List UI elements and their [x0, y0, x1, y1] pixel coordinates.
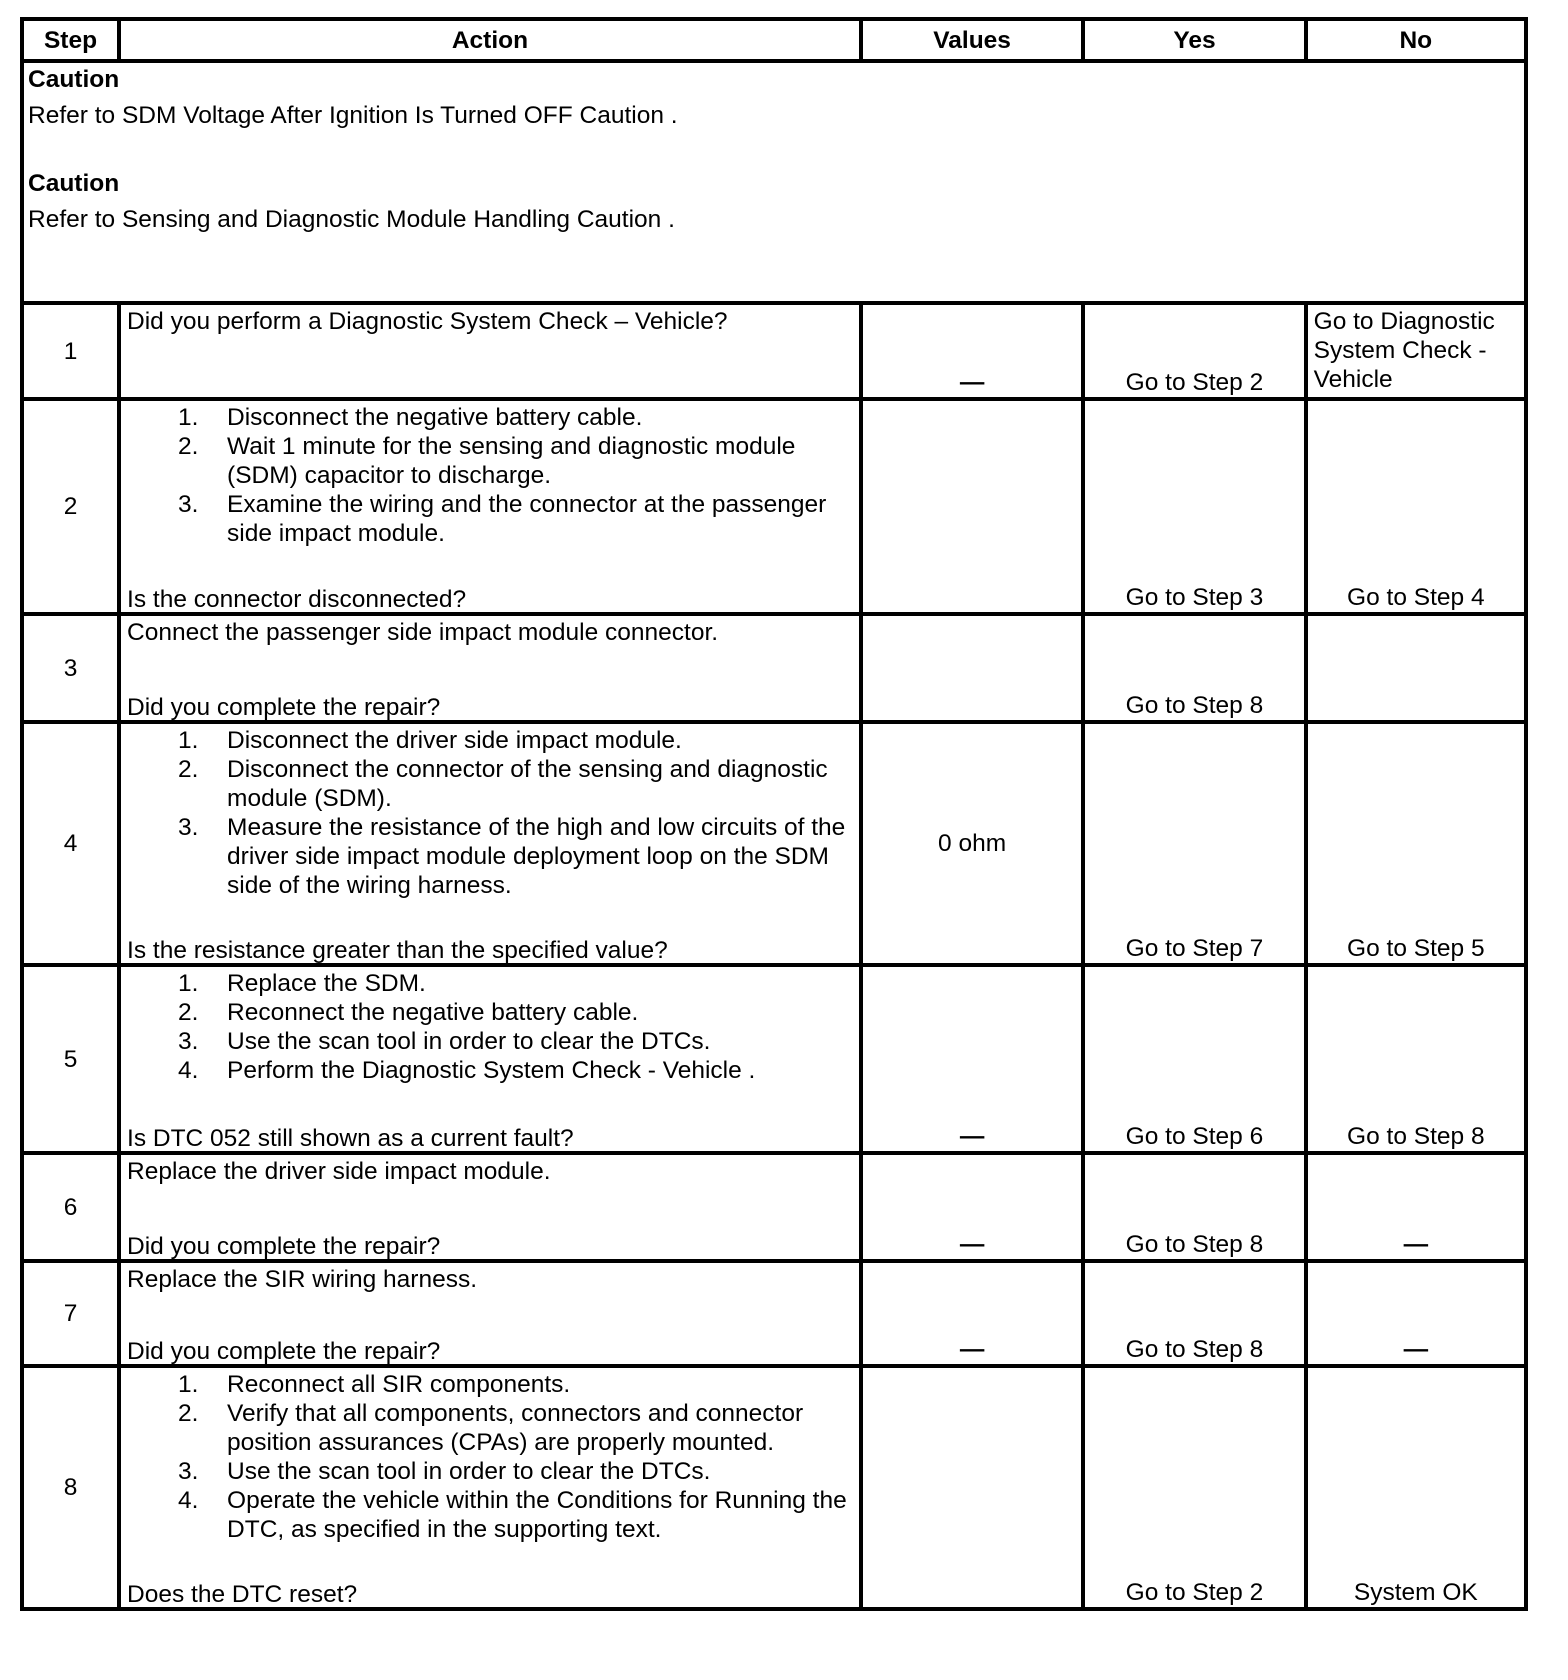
- value-cell: —: [861, 303, 1083, 399]
- list-item-text: Replace the SDM.: [227, 970, 426, 997]
- list-item-number: 2.: [178, 999, 199, 1026]
- no-cell: Go to Step 4: [1306, 399, 1526, 614]
- yes-cell: Go to Step 8: [1083, 614, 1305, 722]
- list-item: [127, 1056, 853, 1085]
- action-text: Replace the SIR wiring harness.: [127, 1266, 478, 1293]
- list-item-text: Disconnect the driver side impact module.: [227, 727, 682, 754]
- yes-cell: Go to Step 7: [1083, 722, 1305, 965]
- step-number: 2: [22, 399, 119, 614]
- caution-text: Refer to SDM Voltage After Ignition Is Turned OFF Caution .: [28, 102, 678, 129]
- list-item-text: Wait 1 minute for the sensing and diagnostic module (SDM) capacitor to discharge.: [227, 433, 796, 489]
- list-item-text: Disconnect the connector of the sensing and diagnostic module (SDM).: [227, 756, 828, 812]
- no-cell: —: [1306, 1153, 1526, 1261]
- list-item-number: 2.: [178, 756, 199, 783]
- header-action: Action: [119, 19, 861, 61]
- yes-cell: Go to Step 8: [1083, 1153, 1305, 1261]
- diagnostic-table: [20, 17, 1528, 1611]
- question-text: Is the resistance greater than the specified value?: [127, 937, 668, 964]
- list-item-number: 4.: [178, 1057, 199, 1084]
- header-yes: Yes: [1083, 19, 1305, 61]
- table-row: [22, 303, 1526, 399]
- question-text: Is the connector disconnected?: [127, 586, 467, 613]
- list-item: [127, 755, 853, 813]
- list-item-number: 3.: [178, 814, 199, 841]
- action-cell: [119, 1261, 861, 1366]
- step-number: 4: [22, 722, 119, 965]
- value-cell: [861, 1366, 1083, 1609]
- procedure-list: [127, 726, 853, 900]
- action-cell: [119, 1153, 861, 1261]
- list-item-text: Perform the Diagnostic System Check - Vehicle .: [227, 1057, 756, 1084]
- header-values: Values: [861, 19, 1083, 61]
- question-text: Did you complete the repair?: [127, 1233, 441, 1260]
- list-item: [127, 1370, 853, 1399]
- value-cell: 0 ohm: [861, 722, 1083, 965]
- list-item-number: 2.: [178, 433, 199, 460]
- list-item: [127, 1027, 853, 1056]
- list-item: [127, 998, 853, 1027]
- action-cell: [119, 614, 861, 722]
- caution-title: Caution: [28, 66, 120, 93]
- yes-cell: Go to Step 2: [1083, 303, 1305, 399]
- list-item-number: 3.: [178, 1458, 199, 1485]
- no-cell: Go to Step 5: [1306, 722, 1526, 965]
- list-item-number: 3.: [178, 1028, 199, 1055]
- header-row: [22, 19, 1526, 61]
- header-step: Step: [22, 19, 119, 61]
- list-item-number: 2.: [178, 1400, 199, 1427]
- procedure-list: [127, 1370, 853, 1544]
- list-item: [127, 969, 853, 998]
- yes-cell: Go to Step 2: [1083, 1366, 1305, 1609]
- table-row: [22, 399, 1526, 614]
- step-number: 3: [22, 614, 119, 722]
- header-no: No: [1306, 19, 1526, 61]
- list-item: [127, 1486, 853, 1544]
- list-item-text: Examine the wiring and the connector at the passenger side impact module.: [227, 491, 827, 547]
- no-cell: [1306, 614, 1526, 722]
- value-cell: [861, 614, 1083, 722]
- list-item-text: Verify that all components, connectors and connector position assurances (CPAs) are properly mounted.: [227, 1400, 804, 1456]
- list-item-number: 4.: [178, 1487, 199, 1514]
- list-item: [127, 490, 853, 548]
- action-cell: [119, 965, 861, 1153]
- action-cell: [119, 303, 861, 399]
- list-item-text: Disconnect the negative battery cable.: [227, 404, 643, 431]
- list-item-number: 1.: [178, 1371, 199, 1398]
- action-cell: [119, 1366, 861, 1609]
- action-text: Replace the driver side impact module.: [127, 1158, 551, 1185]
- no-cell: System OK: [1306, 1366, 1526, 1609]
- list-item: [127, 813, 853, 900]
- value-cell: —: [861, 965, 1083, 1153]
- action-text: Did you perform a Diagnostic System Check – Vehicle?: [127, 308, 728, 335]
- list-item-text: Measure the resistance of the high and low circuits of the driver side impact module deployment loop on the SDM side of the wiring harness.: [227, 814, 846, 899]
- list-item: [127, 432, 853, 490]
- table-row: [22, 1261, 1526, 1366]
- caution-text: Refer to Sensing and Diagnostic Module Handling Caution .: [28, 206, 675, 233]
- value-cell: —: [861, 1153, 1083, 1261]
- value-cell: —: [861, 1261, 1083, 1366]
- no-cell: Go to Diagnostic System Check - Vehicle: [1306, 303, 1526, 399]
- yes-cell: Go to Step 3: [1083, 399, 1305, 614]
- list-item: [127, 726, 853, 755]
- list-item-number: 1.: [178, 727, 199, 754]
- step-number: 8: [22, 1366, 119, 1609]
- question-text: Does the DTC reset?: [127, 1581, 358, 1608]
- list-item-text: Use the scan tool in order to clear the DTCs.: [227, 1028, 711, 1055]
- table-row: [22, 614, 1526, 722]
- table-row: [22, 1153, 1526, 1261]
- step-number: 6: [22, 1153, 119, 1261]
- action-cell: [119, 722, 861, 965]
- question-text: Did you complete the repair?: [127, 1338, 441, 1365]
- question-text: Is DTC 052 still shown as a current fault?: [127, 1125, 574, 1152]
- step-number: 1: [22, 303, 119, 399]
- action-cell: [119, 399, 861, 614]
- table-row: [22, 965, 1526, 1153]
- list-item: [127, 403, 853, 432]
- action-text: Connect the passenger side impact module connector.: [127, 619, 719, 646]
- caution-row: [22, 61, 1526, 303]
- procedure-list: [127, 403, 853, 548]
- list-item-text: Reconnect all SIR components.: [227, 1371, 571, 1398]
- yes-cell: Go to Step 6: [1083, 965, 1305, 1153]
- caution-block: [22, 61, 1526, 303]
- caution-title: Caution: [28, 170, 120, 197]
- step-number: 7: [22, 1261, 119, 1366]
- list-item: [127, 1399, 853, 1457]
- list-item-text: Reconnect the negative battery cable.: [227, 999, 639, 1026]
- list-item-number: 3.: [178, 491, 199, 518]
- question-text: Did you complete the repair?: [127, 694, 441, 721]
- list-item-text: Use the scan tool in order to clear the DTCs.: [227, 1458, 711, 1485]
- yes-cell: Go to Step 8: [1083, 1261, 1305, 1366]
- table-row: [22, 722, 1526, 965]
- table-row: [22, 1366, 1526, 1609]
- no-cell: —: [1306, 1261, 1526, 1366]
- no-cell: Go to Step 8: [1306, 965, 1526, 1153]
- value-cell: [861, 399, 1083, 614]
- step-number: 5: [22, 965, 119, 1153]
- procedure-list: [127, 969, 853, 1085]
- list-item-number: 1.: [178, 970, 199, 997]
- list-item-number: 1.: [178, 404, 199, 431]
- list-item: [127, 1457, 853, 1486]
- list-item-text: Operate the vehicle within the Conditions for Running the DTC, as specified in the supporting text.: [227, 1487, 847, 1543]
